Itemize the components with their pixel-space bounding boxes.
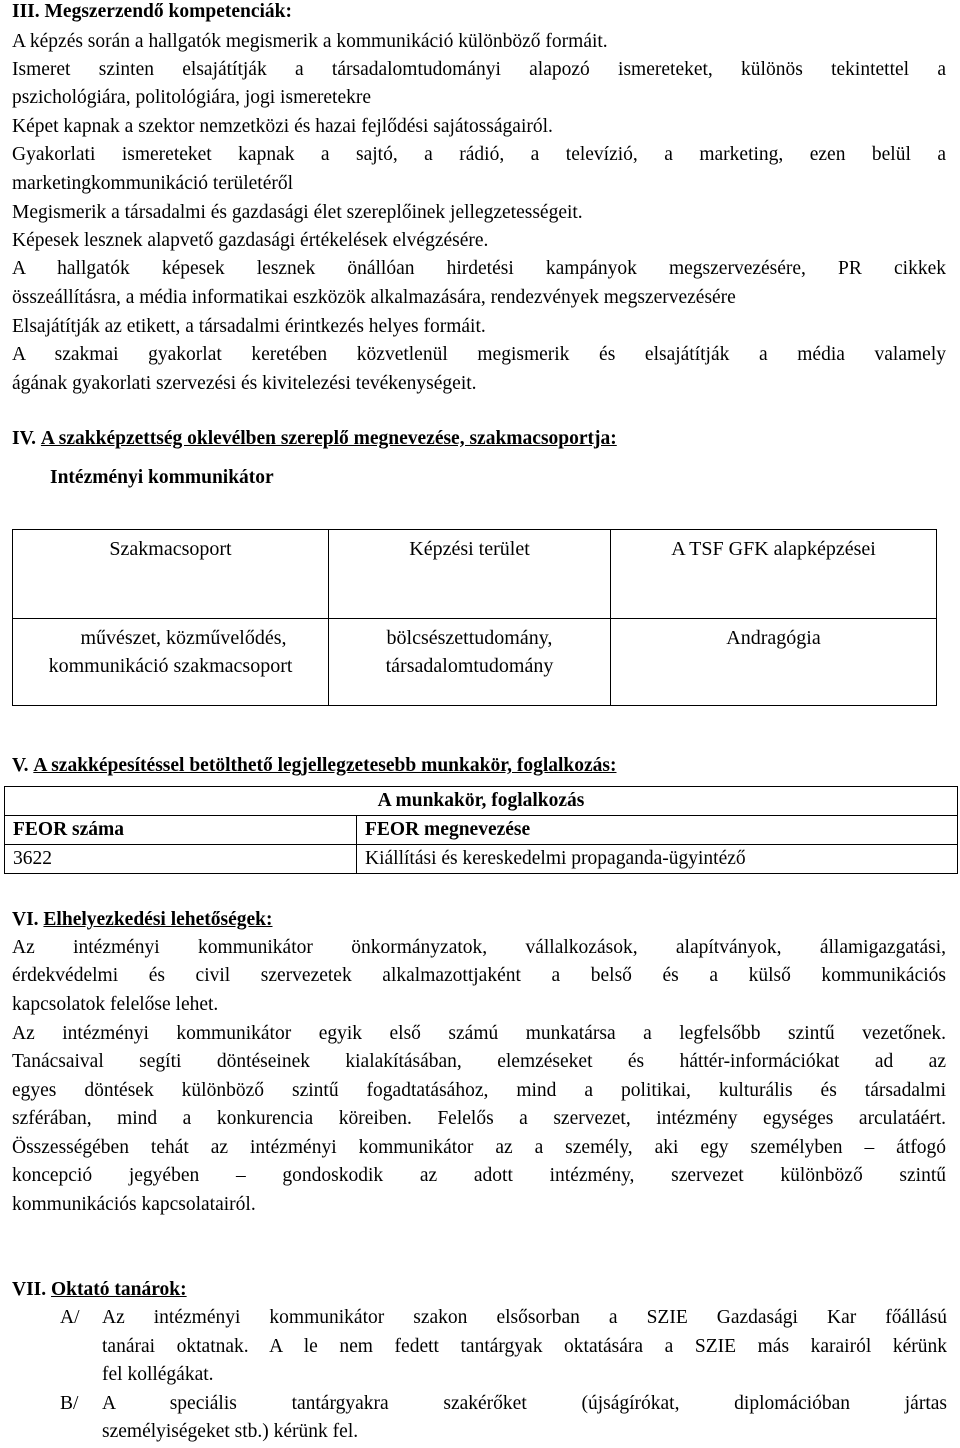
- cell-line: bölcsészettudomány,: [386, 627, 553, 649]
- section5-heading: [12, 752, 946, 780]
- list-item-line: A speciális tantárgyakra szakérőket (újságírókat, diplomációban jártas: [102, 1393, 947, 1414]
- header-cell: A TSF GFK alapképzései: [611, 530, 937, 619]
- section4-title: A szakképzettség oklevélben szereplő megnevezése, szakmacsoportja:: [40, 428, 617, 449]
- section3-title: III. Megszerzendő kompetenciák:: [12, 1, 292, 22]
- cell-line: művészet, közművelődés,: [80, 627, 287, 649]
- section7-heading: [12, 1276, 946, 1304]
- section3-line: A hallgatók képesek lesznek önállóan hirdetési kampányok megszervezésére, PR cikkek: [12, 258, 946, 279]
- section4-heading: [12, 425, 946, 453]
- section6-line: koncepció jegyében – gondoskodik az adott intézmény, szervezet különböző szintű: [12, 1165, 946, 1186]
- section6-line: Összességében tehát az intézményi kommunikátor az a személy, aki egy személyben – átfogó: [12, 1137, 946, 1158]
- section6-heading: [12, 906, 946, 934]
- qualification-name: Intézményi kommunikátor: [50, 467, 274, 488]
- list-item-line: személyiségeket stb.) kérünk fel.: [102, 1421, 359, 1442]
- feor-code: 3622: [5, 845, 357, 874]
- cell-line: Andragógia: [726, 627, 821, 649]
- section6-line: érdekvédelmi és civil szervezetek alkalmazottjaként a belső és a külső kommunikációs: [12, 965, 946, 986]
- section3-line: Képesek lesznek alapvető gazdasági értékelések elvégzésére.: [12, 230, 489, 251]
- section4-number: IV.: [12, 428, 37, 449]
- table-cell: [329, 619, 611, 706]
- section3-line: A szakmai gyakorlat keretében közvetlenül megismerik és elsajátítják a média valamely: [12, 344, 946, 365]
- section3-line: marketingkommunikáció területéről: [12, 173, 294, 194]
- table-cell: [13, 619, 329, 706]
- table-cell: [611, 619, 937, 706]
- header-cell: FEOR száma: [5, 816, 357, 845]
- cell-line: társadalomtudomány: [385, 655, 554, 677]
- section6-line: kapcsolatok felelőse lehet.: [12, 994, 219, 1015]
- list-item-line: fel kollégákat.: [102, 1364, 214, 1385]
- list-label-b: B/: [60, 1393, 79, 1414]
- table-row: [13, 619, 937, 706]
- section3-line: ágának gyakorlati szervezési és kivitelezési tevékenységeit.: [12, 373, 477, 394]
- header-cell: Képzési terület: [329, 530, 611, 619]
- section6-title: Elhelyezkedési lehetőségek:: [43, 909, 273, 930]
- section6-line: Tanácsaival segíti döntéseinek kialakításában, elemzéseket és háttér-információkat ad az: [12, 1051, 946, 1072]
- section7-number: VII.: [12, 1279, 47, 1300]
- list-label-a: A/: [60, 1307, 80, 1328]
- section3-line: Ismeret szinten elsajátítják a társadalomtudományi alapozó ismereteket, különös tekintettel a: [12, 59, 946, 80]
- section3-line: pszichológiára, politológiára, jogi ismeretekre: [12, 87, 372, 108]
- section3-line: összeállításra, a média informatikai eszközök alkalmazására, rendezvények megszervezésére: [12, 287, 736, 308]
- section3-line: Gyakorlati ismereteket kapnak a sajtó, a rádió, a televízió, a marketing, ezen belül a: [12, 144, 946, 165]
- section6-line: Az intézményi kommunikátor önkormányzatok, vállalkozások, alapítványok, államigazgatási,: [12, 937, 946, 958]
- section5-title: A szakképesítéssel betölthető legjellegzetesebb munkakör, foglalkozás:: [33, 755, 617, 776]
- header-cell: FEOR megnevezése: [357, 816, 958, 845]
- list-item-line: tanárai oktatnak. A le nem fedett tantárgyak oktatására a SZIE más karairól kérünk: [102, 1336, 947, 1357]
- table-header-row: [5, 816, 958, 845]
- feor-name: Kiállítási és kereskedelmi propaganda-ügyintéző: [357, 845, 958, 874]
- section7-title: Oktató tanárok:: [51, 1279, 187, 1300]
- feor-table: [4, 786, 958, 874]
- section5-number: V.: [12, 755, 29, 776]
- cell-line: kommunikáció szakmacsoport: [48, 655, 293, 677]
- table-row: [5, 845, 958, 874]
- table-caption: A munkakör, foglalkozás: [5, 787, 958, 816]
- section3-line: A képzés során a hallgatók megismerik a kommunikáció különböző formáit.: [12, 31, 608, 52]
- section6-line: szférában, mind a konkurencia köreiben. Felelős a szervezet, intézmény egységes arculatáért.: [12, 1108, 946, 1129]
- table-header-row: [13, 530, 937, 619]
- section3-line: Képet kapnak a szektor nemzetközi és hazai fejlődési sajátosságairól.: [12, 116, 553, 137]
- section3-line: Megismerik a társadalmi és gazdasági élet szereplőinek jellegzetességeit.: [12, 202, 583, 223]
- section6-line: Az intézményi kommunikátor egyik első számú munkatársa a legfelsőbb szintű vezetőnek.: [12, 1023, 946, 1044]
- section6-line: egyes döntések különböző szintű fogadtatásához, mind a politikai, kulturális és társadalmi: [12, 1080, 946, 1101]
- list-item-line: Az intézményi kommunikátor szakon elsősorban a SZIE Gazdasági Kar főállású: [102, 1307, 947, 1328]
- section6-number: VI.: [12, 909, 39, 930]
- table-caption-row: [5, 787, 958, 816]
- section6-line: kommunikációs kapcsolatairól.: [12, 1194, 256, 1215]
- section3-line: Elsajátítják az etikett, a társadalmi érintkezés helyes formáit.: [12, 316, 486, 337]
- header-cell: Szakmacsoport: [13, 530, 329, 619]
- competence-table: [12, 529, 937, 706]
